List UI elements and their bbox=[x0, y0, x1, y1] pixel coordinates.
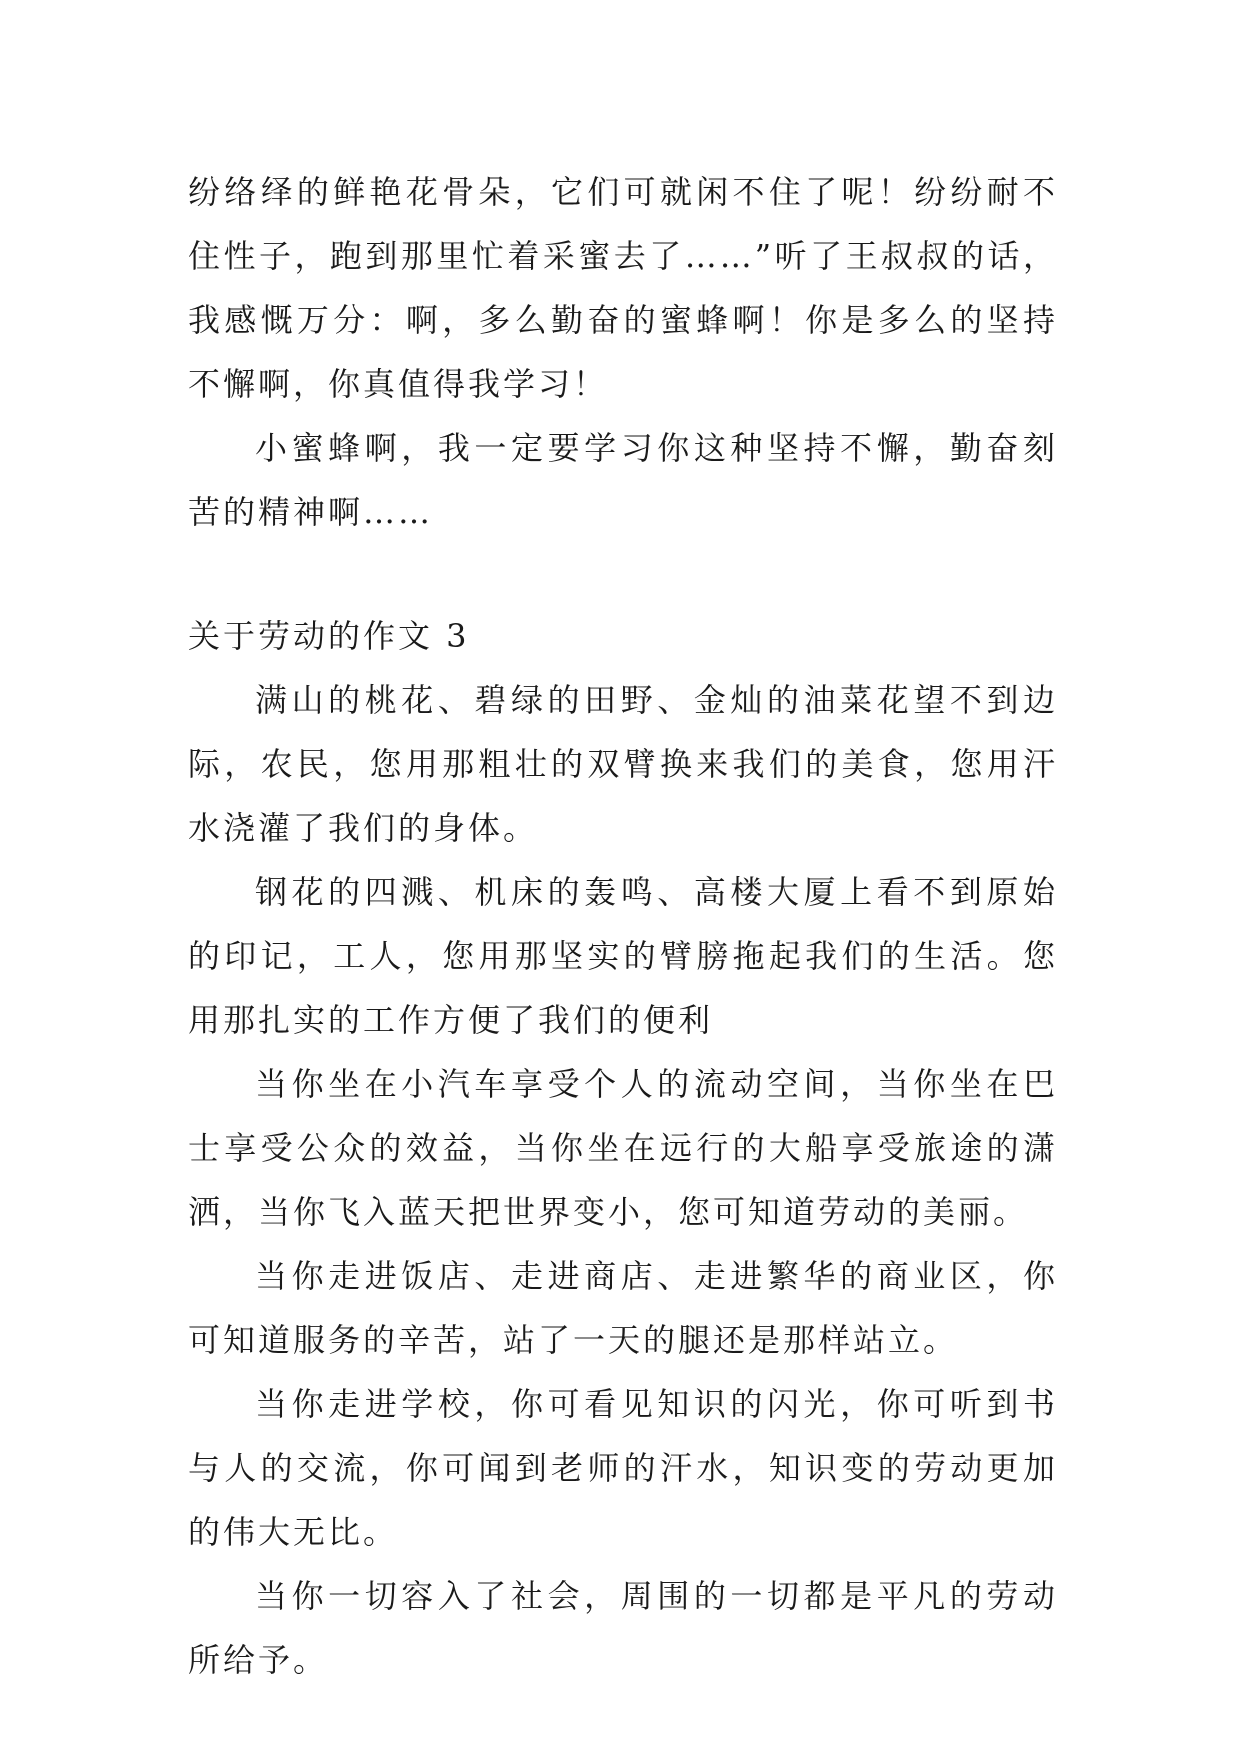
paragraph: 钢花的四溅、机床的轰鸣、高楼大厦上看不到原始的印记，工人，您用那坚实的臂膀拖起我们的生活。您用那扎实的工作方便了我们的便利 bbox=[188, 873, 1058, 1039]
section-title: 关于劳动的作文 3 bbox=[188, 617, 470, 655]
paragraph: 当你一切容入了社会，周围的一切都是平凡的劳动所给予。 bbox=[188, 1577, 1058, 1679]
paragraph-continued: 纷络绎的鲜艳花骨朵，它们可就闲不住了呢！纷纷耐不住性子，跑到那里忙着采蜜去了……”听了王叔叔的话，我感慨万分：啊，多么勤奋的蜜蜂啊！你是多么的坚持不懈啊，你真值得我学习！ bbox=[188, 173, 1058, 403]
paragraph: 满山的桃花、碧绿的田野、金灿的油菜花望不到边际，农民，您用那粗壮的双臂换来我们的美食，您用汗水浇灌了我们的身体。 bbox=[188, 681, 1058, 847]
paragraph: 当你走进学校，你可看见知识的闪光，你可听到书与人的交流，你可闻到老师的汗水，知识变的劳动更加的伟大无比。 bbox=[188, 1385, 1058, 1551]
paragraph: 小蜜蜂啊，我一定要学习你这种坚持不懈，勤奋刻苦的精神啊…… bbox=[188, 429, 1058, 531]
paragraph: 当你走进饭店、走进商店、走进繁华的商业区，你可知道服务的辛苦，站了一天的腿还是那样站立。 bbox=[188, 1257, 1058, 1359]
document-body bbox=[188, 160, 1058, 1692]
paragraph: 当你坐在小汽车享受个人的流动空间，当你坐在巴士享受公众的效益，当你坐在远行的大船享受旅途的潇洒，当你飞入蓝天把世界变小，您可知道劳动的美丽。 bbox=[188, 1065, 1058, 1231]
section-spacer bbox=[188, 544, 1058, 604]
